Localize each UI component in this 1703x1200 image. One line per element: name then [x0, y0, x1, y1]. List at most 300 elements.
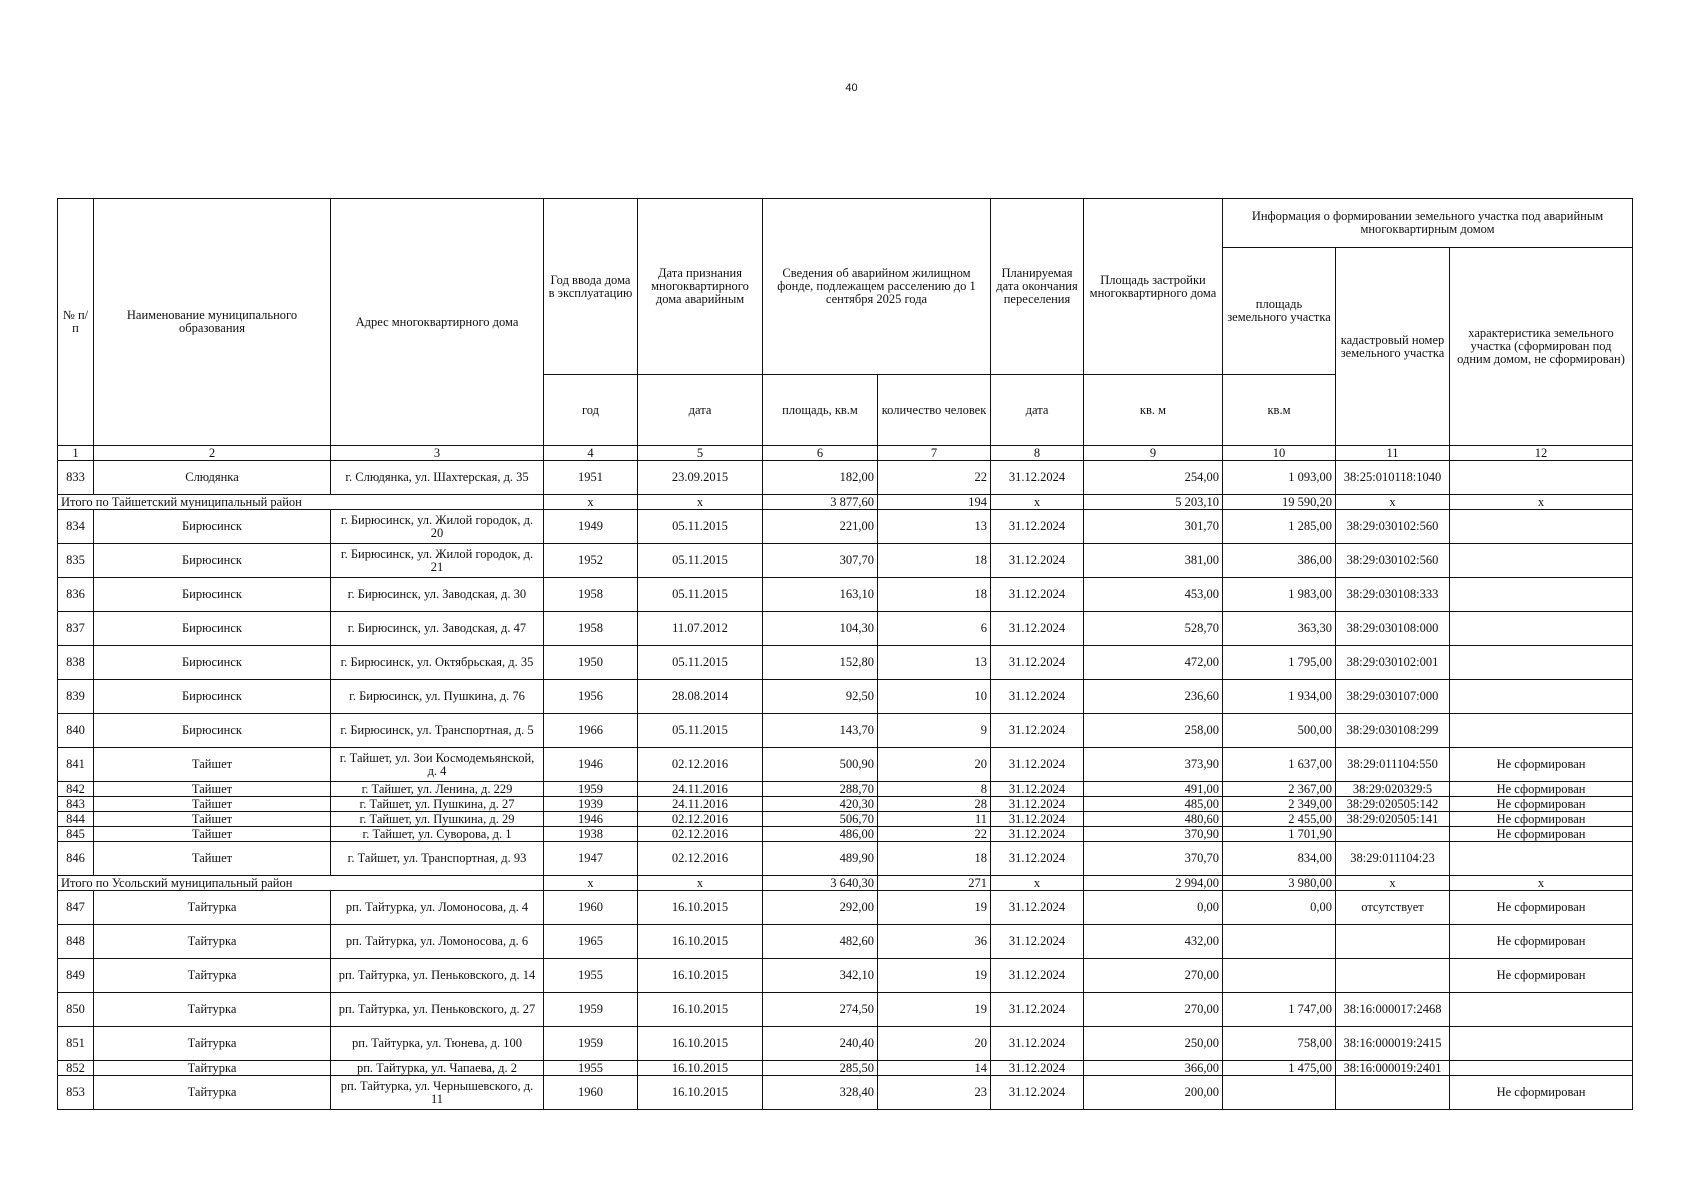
recognition-date-cell: 16.10.2015 [638, 1027, 763, 1061]
table-row [58, 812, 1633, 827]
address-cell: г. Тайшет, ул. Транспортная, д. 93 [331, 842, 544, 876]
column-number: 2 [94, 446, 331, 461]
land-area-cell: 1 983,00 [1223, 578, 1336, 612]
column-number: 8 [991, 446, 1084, 461]
area-cell: 342,10 [763, 959, 878, 993]
address-cell: г. Слюдянка, ул. Шахтерская, д. 35 [331, 461, 544, 495]
area-cell: 307,70 [763, 544, 878, 578]
row-number: 850 [58, 993, 94, 1027]
table-row [58, 842, 1633, 876]
area-cell: 486,00 [763, 827, 878, 842]
header-recognition-date: Дата признания многоквартирного дома аварийным [638, 199, 763, 375]
land-status-cell: Не сформирован [1450, 925, 1633, 959]
row-number: 837 [58, 612, 94, 646]
people-count-cell: 18 [878, 578, 991, 612]
row-number: 836 [58, 578, 94, 612]
municipality-cell: Тайтурка [94, 1027, 331, 1061]
land-status-cell [1450, 1061, 1633, 1076]
recognition-date-cell: 11.07.2012 [638, 612, 763, 646]
municipality-cell: Бирюсинск [94, 646, 331, 680]
building-area-cell: 432,00 [1084, 925, 1223, 959]
municipality-cell: Тайтурка [94, 1061, 331, 1076]
cadastral-number-cell: 38:29:030108:000 [1336, 612, 1450, 646]
year-built-cell: 1956 [544, 680, 638, 714]
municipality-cell: Тайтурка [94, 993, 331, 1027]
people-count-cell: 19 [878, 993, 991, 1027]
building-area-cell: 373,90 [1084, 748, 1223, 782]
land-area-cell: 3 980,00 [1223, 876, 1336, 891]
building-area-cell: 236,60 [1084, 680, 1223, 714]
year-built-cell: 1946 [544, 812, 638, 827]
column-number: 12 [1450, 446, 1633, 461]
area-cell: 182,00 [763, 461, 878, 495]
building-area-cell: 301,70 [1084, 510, 1223, 544]
land-status-cell: Не сформирован [1450, 959, 1633, 993]
planned-date-cell: 31.12.2024 [991, 993, 1084, 1027]
municipality-cell: Тайтурка [94, 891, 331, 925]
land-area-cell: 2 349,00 [1223, 797, 1336, 812]
address-cell: г. Тайшет, ул. Ленина, д. 229 [331, 782, 544, 797]
recognition-date-cell: 02.12.2016 [638, 748, 763, 782]
column-number: 11 [1336, 446, 1450, 461]
building-area-cell: 258,00 [1084, 714, 1223, 748]
cadastral-number-cell: отсутствует [1336, 891, 1450, 925]
municipality-cell: Тайшет [94, 797, 331, 812]
table-row [58, 925, 1633, 959]
land-area-cell [1223, 925, 1336, 959]
land-status-cell: х [1450, 876, 1633, 891]
cadastral-number-cell: 38:29:011104:23 [1336, 842, 1450, 876]
recognition-date-cell: 02.12.2016 [638, 812, 763, 827]
land-status-cell: х [1450, 495, 1633, 510]
cadastral-number-cell: 38:29:030108:333 [1336, 578, 1450, 612]
year-built-cell: 1960 [544, 891, 638, 925]
land-status-cell [1450, 544, 1633, 578]
cadastral-number-cell: 38:29:030108:299 [1336, 714, 1450, 748]
people-count-cell: 9 [878, 714, 991, 748]
row-number: 849 [58, 959, 94, 993]
unit-year: год [544, 375, 638, 446]
table-row [58, 578, 1633, 612]
land-area-cell: 834,00 [1223, 842, 1336, 876]
cadastral-number-cell [1336, 925, 1450, 959]
land-status-cell [1450, 680, 1633, 714]
recognition-date-cell: х [638, 495, 763, 510]
cadastral-number-cell: 38:16:000019:2401 [1336, 1061, 1450, 1076]
cadastral-number-cell: 38:29:030102:560 [1336, 544, 1450, 578]
cadastral-number-cell: 38:29:030107:000 [1336, 680, 1450, 714]
area-cell: 292,00 [763, 891, 878, 925]
year-built-cell: 1958 [544, 612, 638, 646]
row-number: 838 [58, 646, 94, 680]
people-count-cell: 19 [878, 959, 991, 993]
row-number: 833 [58, 461, 94, 495]
land-status-cell: Не сформирован [1450, 748, 1633, 782]
recognition-date-cell: 05.11.2015 [638, 646, 763, 680]
planned-date-cell: 31.12.2024 [991, 1061, 1084, 1076]
people-count-cell: 10 [878, 680, 991, 714]
land-status-cell [1450, 461, 1633, 495]
recognition-date-cell: 16.10.2015 [638, 925, 763, 959]
header-building-area: Площадь застройки многоквартирного дома [1084, 199, 1223, 375]
unit-area: площадь, кв.м [763, 375, 878, 446]
address-cell: рп. Тайтурка, ул. Тюнева, д. 100 [331, 1027, 544, 1061]
recognition-date-cell: 24.11.2016 [638, 797, 763, 812]
land-area-cell: 0,00 [1223, 891, 1336, 925]
area-cell: 221,00 [763, 510, 878, 544]
planned-date-cell: 31.12.2024 [991, 748, 1084, 782]
people-count-cell: 13 [878, 646, 991, 680]
table-row [58, 959, 1633, 993]
people-count-cell: 11 [878, 812, 991, 827]
area-cell: 285,50 [763, 1061, 878, 1076]
people-count-cell: 271 [878, 876, 991, 891]
column-number: 4 [544, 446, 638, 461]
people-count-cell: 6 [878, 612, 991, 646]
people-count-cell: 28 [878, 797, 991, 812]
building-area-cell: 0,00 [1084, 891, 1223, 925]
header-year-built: Год ввода дома в эксплуатацию [544, 199, 638, 375]
land-status-cell [1450, 578, 1633, 612]
land-status-cell [1450, 612, 1633, 646]
land-status-cell [1450, 1027, 1633, 1061]
row-number: 835 [58, 544, 94, 578]
year-built-cell: 1950 [544, 646, 638, 680]
municipality-cell: Бирюсинск [94, 680, 331, 714]
year-built-cell: 1955 [544, 959, 638, 993]
year-built-cell: 1939 [544, 797, 638, 812]
land-status-cell: Не сформирован [1450, 812, 1633, 827]
cadastral-number-cell: х [1336, 876, 1450, 891]
area-cell: 143,70 [763, 714, 878, 748]
year-built-cell: 1958 [544, 578, 638, 612]
municipality-cell: Тайтурка [94, 959, 331, 993]
land-status-cell: Не сформирован [1450, 782, 1633, 797]
header-emergency-fund: Сведения об аварийном жилищном фонде, подлежащем расселению до 1 сентября 2025 года [763, 199, 991, 375]
municipality-cell: Бирюсинск [94, 544, 331, 578]
table-row [58, 461, 1633, 495]
recognition-date-cell: 05.11.2015 [638, 578, 763, 612]
row-number: 845 [58, 827, 94, 842]
planned-date-cell: 31.12.2024 [991, 544, 1084, 578]
land-area-cell: 1 475,00 [1223, 1061, 1336, 1076]
row-number: 851 [58, 1027, 94, 1061]
row-number: 847 [58, 891, 94, 925]
year-built-cell: 1946 [544, 748, 638, 782]
address-cell: рп. Тайтурка, ул. Ломоносова, д. 6 [331, 925, 544, 959]
building-area-cell: 250,00 [1084, 1027, 1223, 1061]
year-built-cell: 1960 [544, 1076, 638, 1110]
municipality-cell: Тайшет [94, 842, 331, 876]
recognition-date-cell: 16.10.2015 [638, 891, 763, 925]
table-row [58, 714, 1633, 748]
area-cell: 328,40 [763, 1076, 878, 1110]
planned-date-cell: 31.12.2024 [991, 1027, 1084, 1061]
address-cell: г. Тайшет, ул. Суворова, д. 1 [331, 827, 544, 842]
people-count-cell: 13 [878, 510, 991, 544]
year-built-cell: х [544, 876, 638, 891]
land-status-cell: Не сформирован [1450, 891, 1633, 925]
building-area-cell: 381,00 [1084, 544, 1223, 578]
address-cell: г. Тайшет, ул. Пушкина, д. 27 [331, 797, 544, 812]
total-label: Итого по Усольский муниципальный район [58, 876, 544, 891]
table-row [58, 891, 1633, 925]
address-cell: г. Бирюсинск, ул. Заводская, д. 47 [331, 612, 544, 646]
year-built-cell: 1952 [544, 544, 638, 578]
building-area-cell: 472,00 [1084, 646, 1223, 680]
total-label: Итого по Тайшетский муниципальный район [58, 495, 544, 510]
unit-people: количество человек [878, 375, 991, 446]
row-number: 840 [58, 714, 94, 748]
building-area-cell: 270,00 [1084, 959, 1223, 993]
year-built-cell: х [544, 495, 638, 510]
cadastral-number-cell: 38:29:020329:5 [1336, 782, 1450, 797]
people-count-cell: 194 [878, 495, 991, 510]
header-land-info: Информация о формировании земельного участка под аварийным многоквартирным домом [1223, 199, 1633, 248]
municipality-cell: Бирюсинск [94, 714, 331, 748]
column-number: 3 [331, 446, 544, 461]
recognition-date-cell: 02.12.2016 [638, 827, 763, 842]
planned-date-cell: 31.12.2024 [991, 891, 1084, 925]
land-area-cell: 1 747,00 [1223, 993, 1336, 1027]
land-status-cell [1450, 646, 1633, 680]
people-count-cell: 20 [878, 1027, 991, 1061]
area-cell: 3 640,30 [763, 876, 878, 891]
planned-date-cell: 31.12.2024 [991, 812, 1084, 827]
planned-date-cell: 31.12.2024 [991, 714, 1084, 748]
year-built-cell: 1955 [544, 1061, 638, 1076]
table-row [58, 612, 1633, 646]
recognition-date-cell: 16.10.2015 [638, 993, 763, 1027]
people-count-cell: 22 [878, 827, 991, 842]
people-count-cell: 20 [878, 748, 991, 782]
address-cell: рп. Тайтурка, ул. Пеньковского, д. 27 [331, 993, 544, 1027]
column-number: 6 [763, 446, 878, 461]
recognition-date-cell: 02.12.2016 [638, 842, 763, 876]
unit-date: дата [638, 375, 763, 446]
area-cell: 420,30 [763, 797, 878, 812]
address-cell: рп. Тайтурка, ул. Пеньковского, д. 14 [331, 959, 544, 993]
planned-date-cell: 31.12.2024 [991, 461, 1084, 495]
planned-date-cell: 31.12.2024 [991, 797, 1084, 812]
area-cell: 3 877,60 [763, 495, 878, 510]
row-number: 834 [58, 510, 94, 544]
year-built-cell: 1966 [544, 714, 638, 748]
municipality-cell: Бирюсинск [94, 510, 331, 544]
year-built-cell: 1959 [544, 1027, 638, 1061]
area-cell: 152,80 [763, 646, 878, 680]
building-area-cell: 453,00 [1084, 578, 1223, 612]
cadastral-number-cell: 38:25:010118:1040 [1336, 461, 1450, 495]
emergency-housing-table [57, 198, 1633, 1110]
recognition-date-cell: 05.11.2015 [638, 714, 763, 748]
row-number: 843 [58, 797, 94, 812]
planned-date-cell: 31.12.2024 [991, 959, 1084, 993]
area-cell: 482,60 [763, 925, 878, 959]
header-address: Адрес многоквартирного дома [331, 199, 544, 446]
header-municipality: Наименование муниципального образования [94, 199, 331, 446]
building-area-cell: 528,70 [1084, 612, 1223, 646]
area-cell: 500,90 [763, 748, 878, 782]
building-area-cell: 366,00 [1084, 1061, 1223, 1076]
unit-sqm: кв. м [1084, 375, 1223, 446]
address-cell: г. Бирюсинск, ул. Транспортная, д. 5 [331, 714, 544, 748]
unit-sqm-land: кв.м [1223, 375, 1336, 446]
land-area-cell [1223, 959, 1336, 993]
land-area-cell: 2 455,00 [1223, 812, 1336, 827]
header-planned-date: Планируемая дата окончания переселения [991, 199, 1084, 375]
district-total-row [58, 876, 1633, 891]
building-area-cell: 2 994,00 [1084, 876, 1223, 891]
cadastral-number-cell: 38:29:030102:560 [1336, 510, 1450, 544]
table-row [58, 510, 1633, 544]
address-cell: г. Бирюсинск, ул. Заводская, д. 30 [331, 578, 544, 612]
address-cell: г. Бирюсинск, ул. Жилой городок, д. 21 [331, 544, 544, 578]
planned-date-cell: х [991, 876, 1084, 891]
table-row [58, 646, 1633, 680]
people-count-cell: 19 [878, 891, 991, 925]
people-count-cell: 18 [878, 842, 991, 876]
municipality-cell: Бирюсинск [94, 578, 331, 612]
land-area-cell: 500,00 [1223, 714, 1336, 748]
cadastral-number-cell: 38:29:030102:001 [1336, 646, 1450, 680]
table-row [58, 1061, 1633, 1076]
building-area-cell: 491,00 [1084, 782, 1223, 797]
planned-date-cell: 31.12.2024 [991, 680, 1084, 714]
address-cell: г. Бирюсинск, ул. Октябрьская, д. 35 [331, 646, 544, 680]
municipality-cell: Слюдянка [94, 461, 331, 495]
people-count-cell: 23 [878, 1076, 991, 1110]
address-cell: г. Тайшет, ул. Пушкина, д. 29 [331, 812, 544, 827]
recognition-date-cell: 16.10.2015 [638, 1076, 763, 1110]
land-area-cell [1223, 1076, 1336, 1110]
header-num: № п/п [58, 199, 94, 446]
land-area-cell: 1 093,00 [1223, 461, 1336, 495]
address-cell: г. Тайшет, ул. Зои Космодемьянской, д. 4 [331, 748, 544, 782]
area-cell: 92,50 [763, 680, 878, 714]
year-built-cell: 1938 [544, 827, 638, 842]
area-cell: 274,50 [763, 993, 878, 1027]
municipality-cell: Тайшет [94, 812, 331, 827]
planned-date-cell: х [991, 495, 1084, 510]
municipality-cell: Тайшет [94, 827, 331, 842]
land-status-cell [1450, 714, 1633, 748]
area-cell: 240,40 [763, 1027, 878, 1061]
column-number: 10 [1223, 446, 1336, 461]
area-cell: 288,70 [763, 782, 878, 797]
land-area-cell: 2 367,00 [1223, 782, 1336, 797]
year-built-cell: 1965 [544, 925, 638, 959]
row-number: 846 [58, 842, 94, 876]
address-cell: г. Бирюсинск, ул. Пушкина, д. 76 [331, 680, 544, 714]
cadastral-number-cell: 38:16:000019:2415 [1336, 1027, 1450, 1061]
row-number: 841 [58, 748, 94, 782]
building-area-cell: 485,00 [1084, 797, 1223, 812]
row-number: 852 [58, 1061, 94, 1076]
area-cell: 506,70 [763, 812, 878, 827]
people-count-cell: 36 [878, 925, 991, 959]
building-area-cell: 370,70 [1084, 842, 1223, 876]
recognition-date-cell: 16.10.2015 [638, 1061, 763, 1076]
area-cell: 489,90 [763, 842, 878, 876]
people-count-cell: 18 [878, 544, 991, 578]
land-status-cell [1450, 993, 1633, 1027]
table-body [58, 461, 1633, 1110]
planned-date-cell: 31.12.2024 [991, 510, 1084, 544]
people-count-cell: 8 [878, 782, 991, 797]
land-status-cell: Не сформирован [1450, 797, 1633, 812]
land-status-cell [1450, 842, 1633, 876]
column-number: 9 [1084, 446, 1223, 461]
recognition-date-cell: 05.11.2015 [638, 544, 763, 578]
year-built-cell: 1949 [544, 510, 638, 544]
column-number: 5 [638, 446, 763, 461]
cadastral-number-cell: 38:16:000017:2468 [1336, 993, 1450, 1027]
people-count-cell: 14 [878, 1061, 991, 1076]
header-cadastral: кадастровый номер земельного участка [1336, 248, 1450, 446]
land-area-cell: 1 285,00 [1223, 510, 1336, 544]
building-area-cell: 200,00 [1084, 1076, 1223, 1110]
building-area-cell: 254,00 [1084, 461, 1223, 495]
recognition-date-cell: х [638, 876, 763, 891]
municipality-cell: Тайтурка [94, 925, 331, 959]
address-cell: г. Бирюсинск, ул. Жилой городок, д. 20 [331, 510, 544, 544]
unit-date-planned: дата [991, 375, 1084, 446]
header-land-area: площадь земельного участка [1223, 248, 1336, 375]
table-row [58, 1076, 1633, 1110]
land-area-cell: 363,30 [1223, 612, 1336, 646]
address-cell: рп. Тайтурка, ул. Чернышевского, д. 11 [331, 1076, 544, 1110]
row-number: 853 [58, 1076, 94, 1110]
cadastral-number-cell [1336, 959, 1450, 993]
column-number-row [58, 446, 1633, 461]
header-land-status: характеристика земельного участка (сформирован под одним домом, не сформирован) [1450, 248, 1633, 446]
planned-date-cell: 31.12.2024 [991, 1076, 1084, 1110]
recognition-date-cell: 23.09.2015 [638, 461, 763, 495]
year-built-cell: 1959 [544, 993, 638, 1027]
cadastral-number-cell: 38:29:020505:141 [1336, 812, 1450, 827]
building-area-cell: 5 203,10 [1084, 495, 1223, 510]
planned-date-cell: 31.12.2024 [991, 925, 1084, 959]
address-cell: рп. Тайтурка, ул. Чапаева, д. 2 [331, 1061, 544, 1076]
municipality-cell: Тайтурка [94, 1076, 331, 1110]
address-cell: рп. Тайтурка, ул. Ломоносова, д. 4 [331, 891, 544, 925]
planned-date-cell: 31.12.2024 [991, 646, 1084, 680]
land-area-cell: 1 637,00 [1223, 748, 1336, 782]
building-area-cell: 480,60 [1084, 812, 1223, 827]
recognition-date-cell: 28.08.2014 [638, 680, 763, 714]
land-area-cell: 1 934,00 [1223, 680, 1336, 714]
municipality-cell: Тайшет [94, 782, 331, 797]
area-cell: 163,10 [763, 578, 878, 612]
land-status-cell [1450, 510, 1633, 544]
column-number: 1 [58, 446, 94, 461]
row-number: 842 [58, 782, 94, 797]
row-number: 839 [58, 680, 94, 714]
planned-date-cell: 31.12.2024 [991, 842, 1084, 876]
table-row [58, 797, 1633, 812]
row-number: 848 [58, 925, 94, 959]
table-row [58, 782, 1633, 797]
recognition-date-cell: 16.10.2015 [638, 959, 763, 993]
cadastral-number-cell: 38:29:020505:142 [1336, 797, 1450, 812]
table-row [58, 544, 1633, 578]
land-area-cell: 19 590,20 [1223, 495, 1336, 510]
cadastral-number-cell: х [1336, 495, 1450, 510]
page-number: 40 [845, 82, 858, 94]
land-status-cell: Не сформирован [1450, 1076, 1633, 1110]
land-area-cell: 1 701,90 [1223, 827, 1336, 842]
